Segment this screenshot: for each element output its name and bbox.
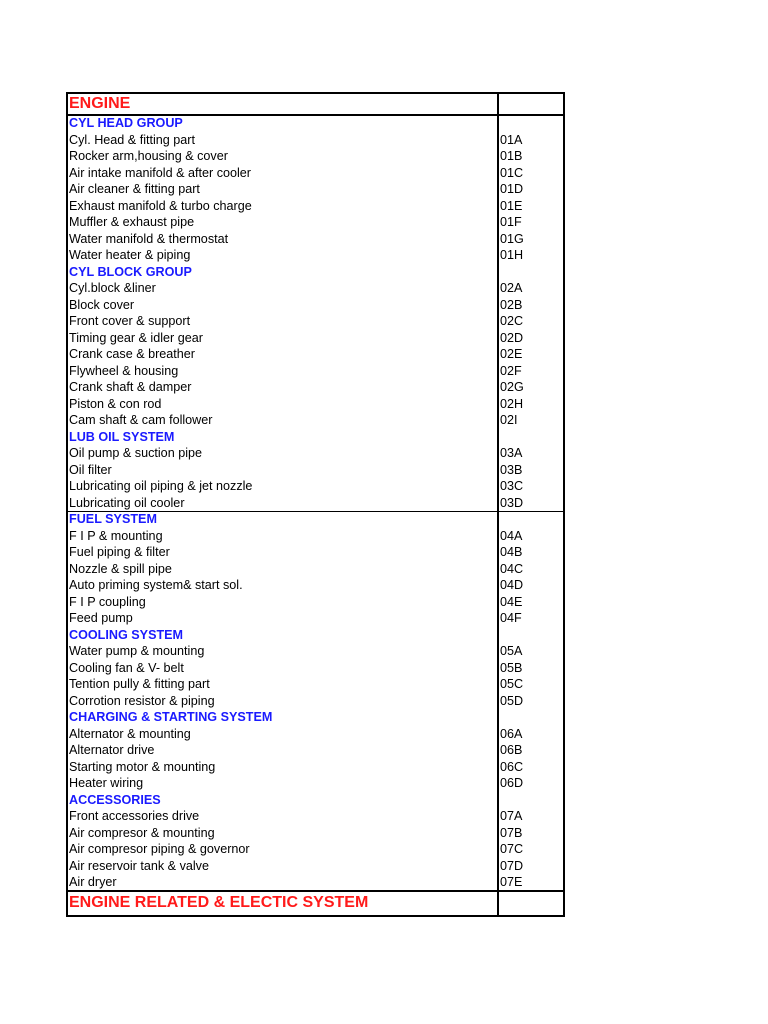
part-description: F I P & mounting [69, 528, 163, 543]
table-row [66, 643, 563, 660]
part-code: 01B [500, 149, 523, 163]
part-code: 01H [500, 248, 524, 262]
table-row [66, 841, 563, 858]
group-heading: CHARGING & STARTING SYSTEM [69, 710, 273, 724]
table-row [66, 775, 563, 792]
part-code: 06C [500, 759, 524, 774]
part-code: 03D [500, 495, 524, 510]
part-description: Water heater & piping [69, 248, 191, 262]
part-description: Air compresor & mounting [69, 825, 215, 840]
part-code: 02E [500, 347, 523, 361]
part-description: Nozzle & spill pipe [69, 561, 172, 576]
group-heading: FUEL SYSTEM [69, 512, 157, 526]
part-code: 04C [500, 561, 524, 576]
part-description: Air reservoir tank & valve [69, 858, 209, 873]
part-description: Heater wiring [69, 776, 144, 790]
part-code: 03C [500, 479, 524, 493]
group-heading-row [66, 511, 563, 528]
table-row [66, 495, 563, 512]
part-code: 07E [500, 875, 523, 889]
group-heading: CYL BLOCK GROUP [69, 264, 192, 279]
part-description: Fuel piping & filter [69, 545, 170, 559]
part-code: 04D [500, 578, 524, 592]
table-row [66, 379, 563, 396]
part-code: 04E [500, 594, 523, 609]
part-code: 03B [500, 462, 523, 477]
part-code: 02I [500, 413, 518, 427]
part-code: 03A [500, 446, 523, 460]
table-row [66, 198, 563, 215]
part-code: 01D [500, 182, 524, 196]
group-heading-row [66, 429, 563, 446]
table-row [66, 544, 563, 561]
part-description: Starting motor & mounting [69, 759, 216, 774]
part-description: F I P coupling [69, 594, 146, 609]
part-code: 01G [500, 231, 524, 246]
table-row [66, 858, 563, 875]
part-description: Oil pump & suction pipe [69, 446, 203, 460]
part-code: 01E [500, 198, 523, 213]
part-description: Rocker arm,housing & cover [69, 149, 228, 163]
part-description: Crank shaft & damper [69, 380, 192, 394]
table-row [66, 231, 563, 248]
table-row [66, 561, 563, 578]
table-row [66, 660, 563, 677]
group-heading-row [66, 709, 563, 726]
table-row [66, 412, 563, 429]
group-heading-row [66, 627, 563, 644]
part-description: Front accessories drive [69, 809, 200, 823]
table-row [66, 594, 563, 611]
part-code: 05D [500, 693, 524, 708]
table-row [66, 462, 563, 479]
part-code: 02C [500, 314, 524, 328]
part-description: Front cover & support [69, 314, 191, 328]
part-code: 05C [500, 677, 524, 691]
part-code: 02G [500, 380, 524, 394]
table-row [66, 759, 563, 776]
part-code: 01C [500, 165, 524, 180]
part-description: Water pump & mounting [69, 644, 205, 658]
part-description: Cam shaft & cam follower [69, 413, 213, 427]
part-description: Cyl. Head & fitting part [69, 132, 195, 147]
part-description: Crank case & breather [69, 347, 195, 361]
part-code: 04F [500, 611, 522, 625]
table-row [66, 445, 563, 462]
part-code: 04B [500, 545, 523, 559]
table-row [66, 874, 563, 891]
part-code: 06A [500, 726, 523, 741]
part-code: 04A [500, 528, 523, 543]
group-heading: CYL HEAD GROUP [69, 116, 183, 130]
part-code: 02H [500, 396, 524, 411]
part-description: Muffler & exhaust pipe [69, 215, 195, 229]
part-description: Air compresor piping & governor [69, 842, 250, 856]
parts-index-table [66, 92, 563, 915]
part-code: 02F [500, 363, 522, 378]
part-code: 07B [500, 825, 523, 840]
table-row [66, 577, 563, 594]
group-heading-row [66, 115, 563, 132]
table-row [66, 478, 563, 495]
table-row [66, 214, 563, 231]
table-row [66, 742, 563, 759]
table-row [66, 297, 563, 314]
part-description: Air intake manifold & after cooler [69, 165, 251, 180]
part-description: Tention pully & fitting part [69, 677, 210, 691]
part-code: 05B [500, 660, 523, 675]
part-description: Alternator & mounting [69, 726, 191, 741]
part-code: 06B [500, 743, 523, 757]
table-row [66, 330, 563, 347]
table-row [66, 313, 563, 330]
table-row [66, 346, 563, 363]
parts-list [66, 115, 563, 891]
table-row [66, 247, 563, 264]
footer-title: ENGINE RELATED & ELECTIC SYSTEM [69, 894, 369, 911]
table-row [66, 808, 563, 825]
table-row [66, 132, 563, 149]
table-row [66, 825, 563, 842]
part-description: Piston & con rod [69, 396, 162, 411]
table-row [66, 693, 563, 710]
group-heading-row [66, 264, 563, 281]
part-description: Corrotion resistor & piping [69, 693, 215, 708]
table-row [66, 280, 563, 297]
part-description: Air cleaner & fitting part [69, 182, 200, 196]
group-heading: ACCESSORIES [69, 792, 161, 807]
part-description: Block cover [69, 297, 135, 312]
group-heading: LUB OIL SYSTEM [69, 429, 175, 444]
part-code: 07C [500, 842, 524, 856]
part-description: Water manifold & thermostat [69, 231, 229, 246]
group-heading-row [66, 792, 563, 809]
part-code: 06D [500, 776, 524, 790]
part-description: Feed pump [69, 611, 133, 625]
table-row [66, 165, 563, 182]
table-row [66, 396, 563, 413]
table-title: ENGINE [69, 95, 131, 112]
part-description: Lubricating oil cooler [69, 495, 185, 510]
part-description: Exhaust manifold & turbo charge [69, 198, 252, 213]
part-code: 02A [500, 281, 523, 295]
part-code: 01F [500, 215, 522, 229]
part-code: 05A [500, 644, 523, 658]
table-row [66, 528, 563, 545]
table-row [66, 181, 563, 198]
part-description: Alternator drive [69, 743, 155, 757]
table-row [66, 148, 563, 165]
part-description: Oil filter [69, 462, 112, 477]
table-row [66, 363, 563, 380]
part-code: 07D [500, 858, 524, 873]
group-heading: COOLING SYSTEM [69, 627, 184, 642]
part-description: Timing gear & idler gear [69, 330, 203, 345]
part-code: 01A [500, 132, 523, 147]
table-row [66, 610, 563, 627]
part-description: Lubricating oil piping & jet nozzle [69, 479, 253, 493]
part-code: 02B [500, 297, 523, 312]
part-description: Flywheel & housing [69, 363, 179, 378]
part-code: 07A [500, 809, 523, 823]
part-description: Auto priming system& start sol. [69, 578, 243, 592]
part-code: 02D [500, 330, 524, 345]
part-description: Air dryer [69, 875, 117, 889]
part-description: Cyl.block &liner [69, 281, 156, 295]
table-row [66, 726, 563, 743]
table-row [66, 676, 563, 693]
part-description: Cooling fan & V- belt [69, 660, 184, 675]
